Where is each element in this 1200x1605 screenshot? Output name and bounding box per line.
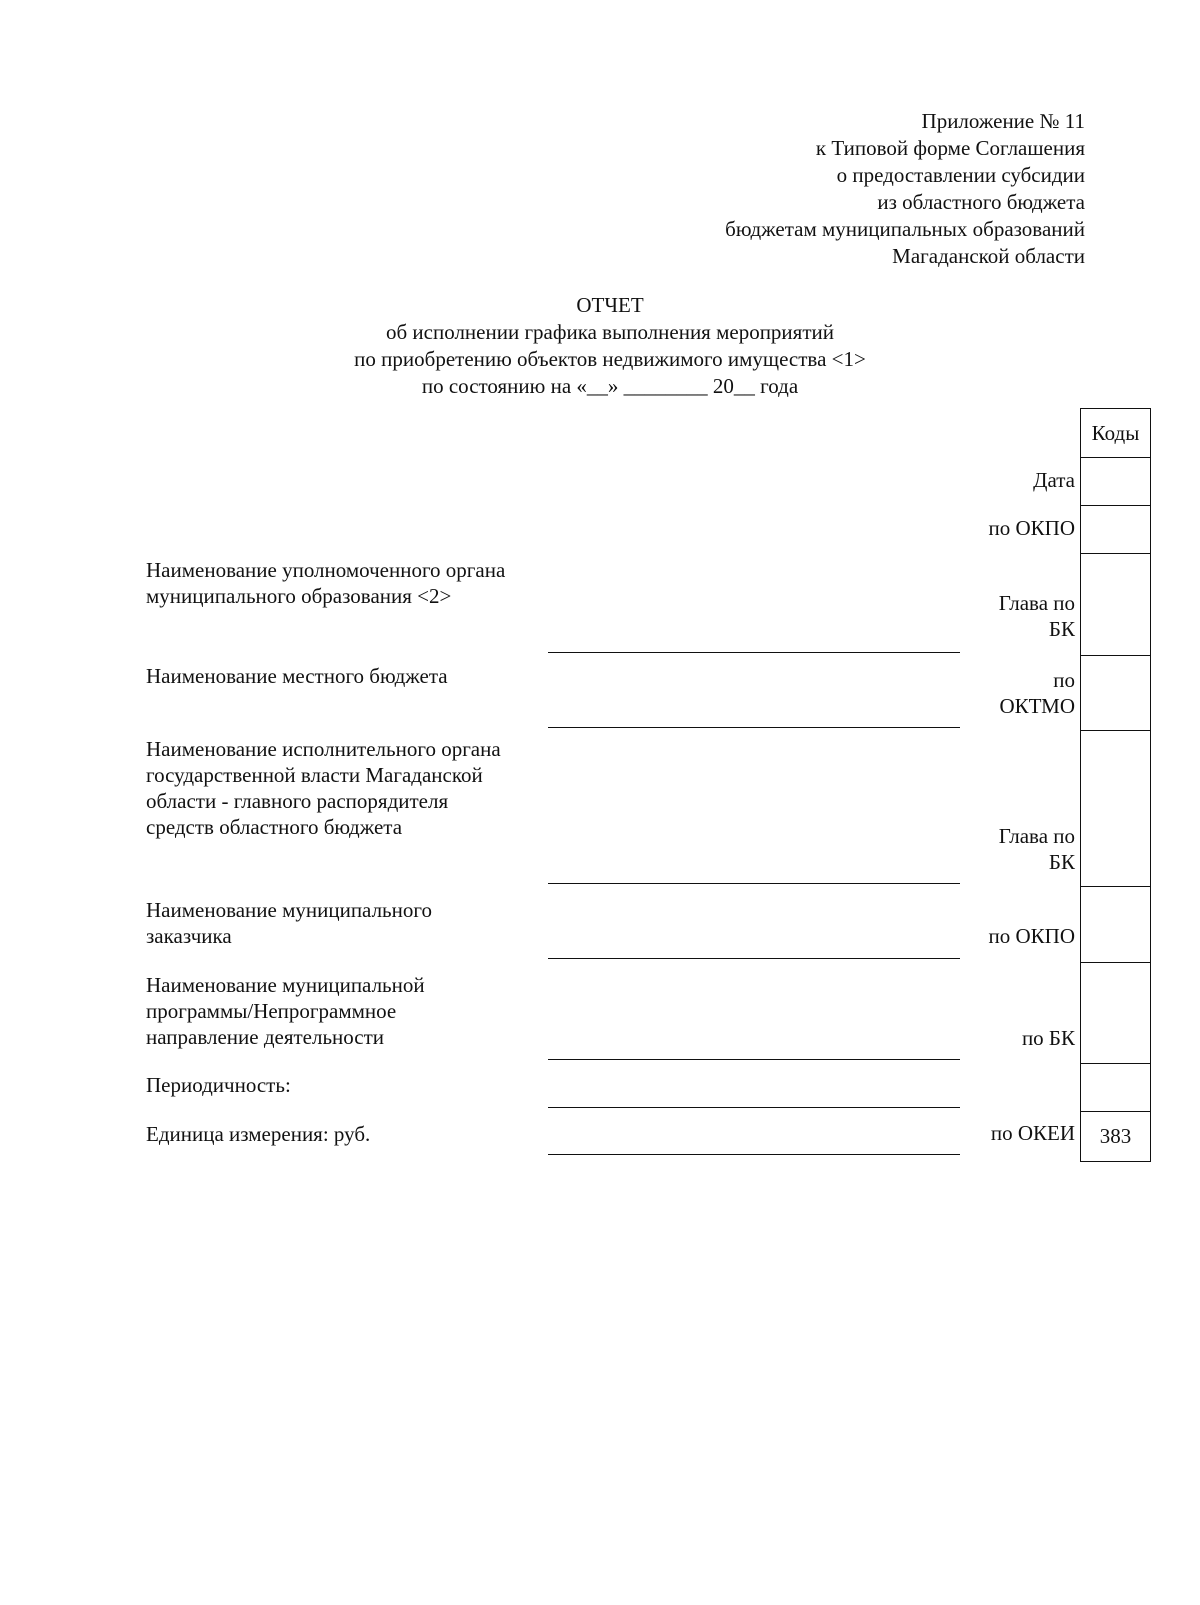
code-cell-program-bk[interactable] (1081, 963, 1150, 1064)
field-org-name[interactable] (548, 652, 960, 653)
code-cell-periodicity[interactable] (1081, 1064, 1150, 1112)
label-periodicity: Периодичность: (146, 1073, 291, 1097)
code-cell-oktmo[interactable] (1081, 656, 1150, 731)
label-org-name: Наименование уполномоченного органа муниципального образования <2> (146, 558, 506, 608)
appendix-line-6: Магаданской области (892, 244, 1085, 268)
label-oktmo-1: по (1053, 668, 1075, 692)
field-program-name[interactable] (548, 1059, 960, 1060)
report-title-block (300, 292, 920, 400)
appendix-line-3: о предоставлении субсидии (836, 163, 1085, 187)
codes-header: Коды (1081, 409, 1150, 458)
label-customer-okpo: по ОКПО (988, 924, 1075, 948)
code-cell-okpo[interactable] (1081, 506, 1150, 554)
code-cell-okei: 383 (1099, 1124, 1132, 1148)
label-program-bk: по БК (1021, 1026, 1075, 1050)
report-date-line: по состоянию на «__» ________ 20__ года (421, 374, 799, 398)
label-oktmo-2: ОКТМО (999, 694, 1075, 718)
label-customer-name: Наименование муниципального заказчика (146, 898, 432, 948)
label-exec-bk-2: БК (1048, 850, 1075, 874)
label-date: Дата (1033, 468, 1075, 492)
appendix-line-2: к Типовой форме Соглашения (815, 136, 1085, 160)
code-cell-exec-bk[interactable] (1081, 731, 1150, 887)
code-cell-date[interactable] (1081, 458, 1150, 506)
report-subtitle-2: по приобретению объектов недвижимого имущества <1> (354, 347, 866, 371)
label-exec-name: Наименование исполнительного органа государственной власти Магаданской области - главного распорядителя средств областного бюджета (146, 737, 501, 839)
appendix-line-1: Приложение № 11 (921, 109, 1085, 133)
field-customer-name[interactable] (548, 958, 960, 959)
field-periodicity[interactable] (548, 1107, 960, 1108)
label-org-bk-1: Глава по (998, 591, 1075, 615)
field-budget-name[interactable] (548, 727, 960, 728)
label-unit: Единица измерения: руб. (146, 1122, 371, 1146)
code-cell-org-bk[interactable] (1081, 554, 1150, 656)
field-unit[interactable] (548, 1154, 960, 1155)
appendix-line-5: бюджетам муниципальных образований (725, 217, 1085, 241)
appendix-line-4: из областного бюджета (877, 190, 1085, 214)
report-title: ОТЧЕТ (576, 293, 644, 317)
label-program-name: Наименование муниципальной программы/Непрограммное направление деятельности (146, 973, 425, 1049)
report-subtitle-1: об исполнении графика выполнения мероприятий (385, 320, 834, 344)
field-exec-name[interactable] (548, 883, 960, 884)
codes-column (1080, 408, 1151, 1162)
appendix-header (725, 108, 1085, 270)
label-exec-bk-1: Глава по (998, 824, 1075, 848)
label-okpo: по ОКПО (988, 516, 1075, 540)
label-budget-name: Наименование местного бюджета (146, 664, 448, 688)
code-cell-customer-okpo[interactable] (1081, 887, 1150, 963)
label-okei: по ОКЕИ (990, 1121, 1075, 1145)
label-org-bk-2: БК (1048, 617, 1075, 641)
